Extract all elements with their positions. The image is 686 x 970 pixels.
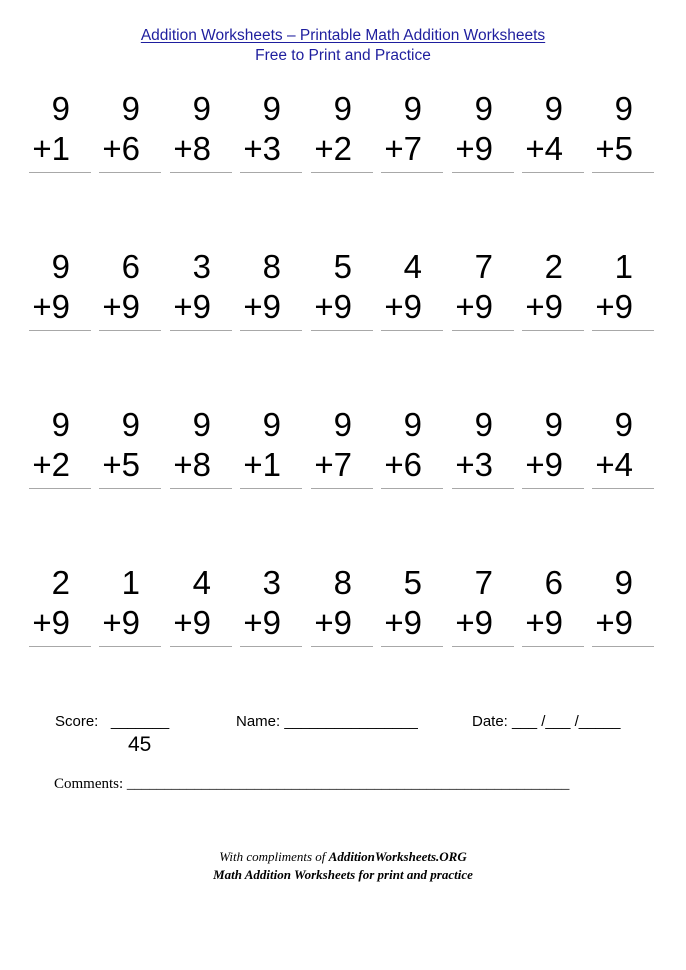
answer-line [381,172,443,173]
addend-bottom: +9 [173,604,211,641]
addend-top: 1 [614,248,633,285]
addend-top: 9 [121,406,140,443]
name-field: Name: ________________ [236,713,418,730]
addend-top: 9 [403,90,422,127]
header-subtitle: Free to Print and Practice [255,47,431,64]
addend-bottom: +9 [314,288,352,325]
addend-top: 8 [262,248,281,285]
addend-bottom: +9 [314,604,352,641]
addition-problem [29,92,91,202]
addend-top: 9 [614,564,633,601]
addition-problem [99,92,161,202]
answer-line [29,488,91,489]
addend-top: 9 [121,90,140,127]
addend-bottom: +3 [455,446,493,483]
addition-problem [240,250,302,360]
answer-line [29,330,91,331]
addend-top: 3 [262,564,281,601]
addend-bottom: +9 [173,288,211,325]
header-title-link[interactable]: Addition Worksheets – Printable Math Addition Worksheets [140,27,546,44]
answer-line [522,646,584,647]
addend-top: 9 [192,406,211,443]
addition-problem [99,408,161,518]
addend-bottom: +4 [525,130,563,167]
addend-top: 2 [544,248,563,285]
addition-problem [452,566,514,676]
addend-bottom: +9 [455,288,493,325]
addend-top: 9 [474,406,493,443]
addend-top: 9 [614,90,633,127]
answer-line [522,330,584,331]
addition-problem [452,92,514,202]
addend-top: 9 [262,90,281,127]
addend-top: 7 [474,564,493,601]
answer-line [170,172,232,173]
footer-tagline: Math Addition Worksheets for print and practice [213,867,473,882]
addition-problem [99,566,161,676]
addend-top: 2 [51,564,70,601]
answer-line [592,646,654,647]
answer-line [452,330,514,331]
footer-prefix: With compliments of [219,849,329,864]
addend-bottom: +8 [173,130,211,167]
answer-line [592,330,654,331]
addend-bottom: +5 [595,130,633,167]
addend-top: 9 [614,406,633,443]
answer-line [170,488,232,489]
addend-top: 9 [333,406,352,443]
addition-problem [311,566,373,676]
addition-problem [522,408,584,518]
addition-problem [592,92,654,202]
addend-top: 3 [192,248,211,285]
answer-line [452,488,514,489]
addend-top: 9 [262,406,281,443]
answer-line [452,646,514,647]
addend-top: 9 [192,90,211,127]
answer-line [592,172,654,173]
addition-problem [522,250,584,360]
addend-bottom: +8 [173,446,211,483]
addend-bottom: +9 [32,604,70,641]
addend-bottom: +2 [314,130,352,167]
addition-problem [29,250,91,360]
addend-bottom: +7 [384,130,422,167]
answer-line [240,172,302,173]
addition-problem [311,408,373,518]
addend-bottom: +4 [595,446,633,483]
addition-problem [452,408,514,518]
addend-bottom: +1 [243,446,281,483]
answer-line [452,172,514,173]
addend-bottom: +9 [525,446,563,483]
addition-problem [522,566,584,676]
addend-bottom: +9 [102,604,140,641]
answer-line [170,646,232,647]
addend-bottom: +9 [525,604,563,641]
addend-top: 4 [403,248,422,285]
addition-problem [170,408,232,518]
addend-top: 9 [544,406,563,443]
addend-top: 9 [474,90,493,127]
addend-bottom: +5 [102,446,140,483]
addend-top: 6 [121,248,140,285]
answer-line [311,488,373,489]
answer-line [311,646,373,647]
addend-top: 9 [403,406,422,443]
addend-top: 4 [192,564,211,601]
addend-top: 8 [333,564,352,601]
addend-top: 5 [403,564,422,601]
answer-line [240,330,302,331]
addition-problem [29,408,91,518]
addition-problem [240,92,302,202]
answer-line [29,646,91,647]
answer-line [592,488,654,489]
addition-problem [381,566,443,676]
addition-problem [452,250,514,360]
answer-line [522,172,584,173]
addition-problem [381,250,443,360]
score-label: Score: _______ [55,713,170,730]
addition-problem [522,92,584,202]
addition-problem [311,92,373,202]
addition-problem [311,250,373,360]
answer-line [99,488,161,489]
addend-bottom: +9 [595,288,633,325]
answer-line [522,488,584,489]
addend-top: 9 [51,90,70,127]
answer-line [381,330,443,331]
addend-bottom: +9 [243,288,281,325]
answer-line [170,330,232,331]
answer-line [381,488,443,489]
addition-problem [381,92,443,202]
addend-top: 9 [333,90,352,127]
answer-line [99,172,161,173]
answer-line [99,646,161,647]
addend-bottom: +2 [32,446,70,483]
answer-line [240,646,302,647]
worksheet-header [0,26,686,66]
answer-line [311,330,373,331]
addend-top: 9 [544,90,563,127]
answer-line [311,172,373,173]
answer-line [29,172,91,173]
addend-top: 5 [333,248,352,285]
addend-top: 9 [51,406,70,443]
addition-problem [592,408,654,518]
addend-top: 6 [544,564,563,601]
addend-top: 7 [474,248,493,285]
addition-problem [170,92,232,202]
footer-brand: AdditionWorksheets.ORG [328,849,467,864]
score-value: 45 [128,733,152,756]
addition-problem [381,408,443,518]
answer-line [381,646,443,647]
addend-bottom: +6 [384,446,422,483]
addend-bottom: +9 [595,604,633,641]
addition-problem [170,566,232,676]
addend-bottom: +7 [314,446,352,483]
addend-bottom: +9 [243,604,281,641]
addition-problem [592,566,654,676]
addend-bottom: +6 [102,130,140,167]
date-field: Date: ___ /___ /_____ [472,713,621,730]
comments-field: Comments: ___________________________________________________________ [54,776,570,792]
addition-problem [240,408,302,518]
addition-problem [170,250,232,360]
addend-bottom: +9 [455,130,493,167]
addend-bottom: +9 [102,288,140,325]
addend-bottom: +9 [384,604,422,641]
addend-bottom: +9 [384,288,422,325]
addend-bottom: +9 [525,288,563,325]
addend-bottom: +1 [32,130,70,167]
addend-bottom: +9 [32,288,70,325]
addition-problem [592,250,654,360]
addend-bottom: +9 [455,604,493,641]
addend-top: 9 [51,248,70,285]
addend-top: 1 [121,564,140,601]
addition-problem [29,566,91,676]
answer-line [240,488,302,489]
addend-bottom: +3 [243,130,281,167]
addition-problem [99,250,161,360]
addition-problem [240,566,302,676]
answer-line [99,330,161,331]
footer-credits [0,848,686,884]
